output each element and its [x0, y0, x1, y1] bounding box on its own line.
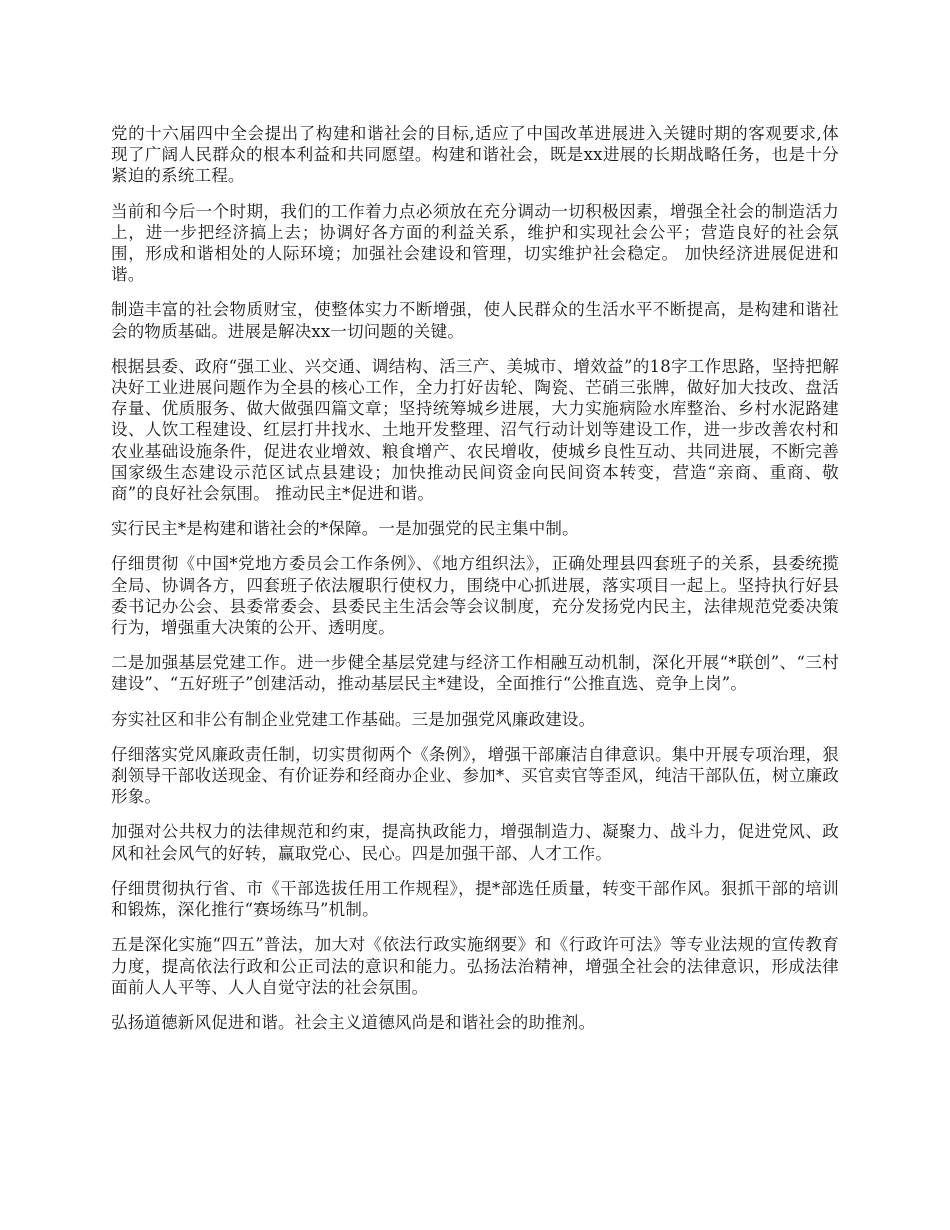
paragraph-10: 加强对公共权力的法律规范和约束，提高执政能力，增强制造力、凝聚力、战斗力，促进党风、政风和社会风气的好转，赢取党心、民心。四是加强干部、人才工作。 [111, 822, 839, 863]
paragraph-4: 根据县委、政府“强工业、兴交通、调结构、活三产、美城市、增效益”的18字工作思路，坚持把解决好工业进展问题作为全县的核心工作，全力打好齿轮、陶瓷、芒硝三张牌，做好加大技改、盘活存量、优质服务、做大做强四篇文章；坚持统筹城乡进展，大力实施病险水库整治、乡村水泥路建设、人饮工程建设、红层打井找水、土地开发整理、沼气行动计划等建设工作，进一步改善农村和农业基础设施条件，促进农业增效、粮食增产、农民增收，使城乡良性互动、共同进展，不断完善国家级生态建设示范区试点县建设；加快推动民间资金向民间资本转变，营造“亲商、重商、敬商”的良好社会氛围。 推动民主*促进和谐。 [111, 356, 839, 504]
paragraph-3: 制造丰富的社会物质财宝，使整体实力不断增强，使人民群众的生活水平不断提高，是构建和谐社会的物质基础。进展是解决xx一切问题的关键。 [111, 300, 839, 341]
paragraph-5: 实行民主*是构建和谐社会的*保障。一是加强党的民主集中制。 [111, 519, 579, 539]
paragraph-12: 五是深化实施“四五”普法，加大对《依法行政实施纲要》和《行政许可法》等专业法规的宣传教育力度，提高依法行政和公正司法的意识和能力。弘扬法治精神，增强全社会的法律意识，形成法律面前人人平等、人人自觉守法的社会氛围。 [111, 935, 839, 997]
paragraph-6: 仔细贯彻《中国*党地方委员会工作条例》、《地方组织法》，正确处理县四套班子的关系，县委统揽全局、协调各方，四套班子依法履职行使权力，围绕中心抓进展，落实项目一起上。坚持执行好县委书记办公会、县委常委会、县委民主生活会等会议制度，充分发扬党内民主，法律规范党委决策行为，增强重大决策的公开、透明度。 [111, 554, 839, 638]
paragraph-7: 二是加强基层党建工作。进一步健全基层党建与经济工作相融互动机制，深化开展“*联创”、“三村建设”、“五好班子”创建活动，推动基层民主*建设，全面推行“公推直选、竞争上岗”。 [111, 653, 839, 694]
paragraph-11: 仔细贯彻执行省、市《干部选拔任用工作规程》，提*部选任质量，转变干部作风。狠抓干部的培训和锻炼，深化推行“赛场练马”机制。 [111, 878, 839, 920]
paragraph-9: 仔细落实党风廉政责任制，切实贯彻两个《条例》，增强干部廉洁自律意识。集中开展专项治理，狠刹领导干部收送现金、有价证券和经商办企业、参加*、买官卖官等歪风，纯洁干部队伍，树立廉政形象。 [111, 744, 839, 807]
paragraph-2: 当前和今后一个时期，我们的工作着力点必须放在充分调动一切积极因素，增强全社会的制造活力上，进一步把经济搞上去；协调好各方面的利益关系，维护和实现社会公平；营造良好的社会氛围，形成和谐相处的人际环境；加强社会建设和管理，切实维护社会稳定。 加快经济进展促进和谐。 [111, 201, 839, 285]
paragraph-8: 夯实社区和非公有制企业党建工作基础。三是加强党风廉政建设。 [111, 709, 596, 729]
paragraph-13: 弘扬道德新风促进和谐。社会主义道德风尚是和谐社会的助推剂。 [111, 1012, 596, 1032]
paragraph-1: 党的十六届四中全会提出了构建和谐社会的目标,适应了中国改革进展进入关键时期的客观要求,体现了广阔人民群众的根本利益和共同愿望。构建和谐社会，既是xx进展的长期战略任务，也是十分紧迫的系统工程。 [111, 124, 839, 186]
